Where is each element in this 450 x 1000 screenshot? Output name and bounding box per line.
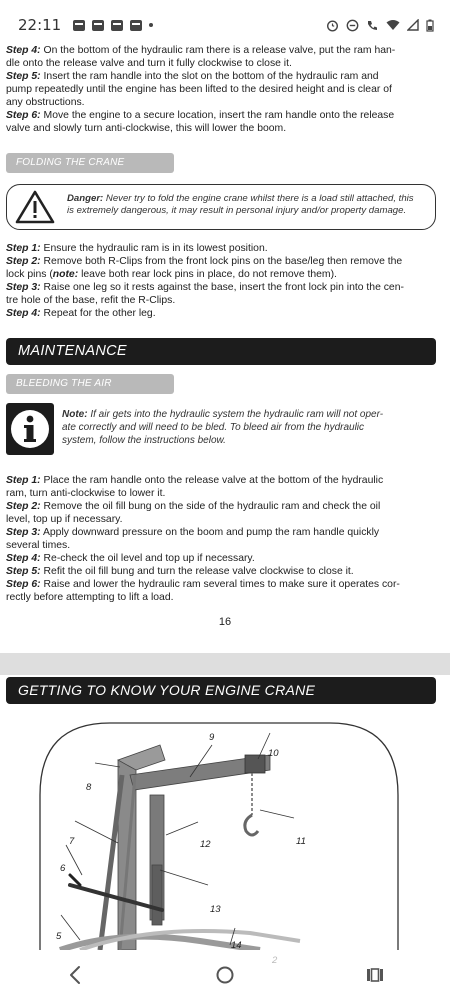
step-paragraph: Step 3: Apply downward pressure on the boom and pump the ram handle quickly several times. <box>6 527 380 551</box>
notification-icon <box>92 20 104 31</box>
warning-triangle-icon <box>15 190 55 224</box>
step-paragraph: Step 1: Place the ram handle onto the release valve at the bottom of the hydraulic ram, turn anti-clockwise to lower it. <box>6 475 384 499</box>
recents-button[interactable] <box>355 955 395 995</box>
diagram-callouts <box>0 675 450 966</box>
callout-number: 11 <box>296 836 306 847</box>
back-button[interactable] <box>55 955 95 995</box>
battery-icon <box>426 19 434 32</box>
navigation-bar <box>0 950 450 1000</box>
step-paragraph: Step 5: Insert the ram handle into the slot on the bottom of the hydraulic ram and pump repeatedly until the engine has been lifted to the desired height and is clear of any obstructions. <box>6 71 392 108</box>
manual-page-17 <box>0 675 450 966</box>
callout-number: 7 <box>69 836 75 847</box>
step-paragraph: Step 4: Repeat for the other leg. <box>6 308 156 319</box>
notification-icons <box>73 20 153 31</box>
callout-number: 12 <box>200 839 211 850</box>
note-text: Note: If air gets into the hydraulic system the hydraulic ram will not oper- ate correctly and will need to be bled. To bleed air from the hydraulic system, follow the instructions below. <box>62 409 384 446</box>
callout-number: 2 <box>272 955 278 966</box>
step-paragraph: Step 2: Remove both R-Clips from the front lock pins on the base/leg then remove the lock pins (note: leave both rear lock pins in place, do not remove them). <box>6 256 403 280</box>
system-icons <box>326 19 434 32</box>
callout-number: 13 <box>210 904 221 915</box>
step-paragraph: Step 1: Ensure the hydraulic ram is in its lowest position. <box>6 243 268 254</box>
info-icon <box>9 408 51 450</box>
page-number: 16 <box>218 616 232 628</box>
signal-icon <box>407 19 419 31</box>
step-paragraph: Step 6: Raise and lower the hydraulic ram several times to make sure it operates cor- rectly before attempting to lift a load. <box>6 579 400 603</box>
folding-heading: FOLDING THE CRANE <box>6 153 174 173</box>
callout-number: 14 <box>231 940 242 951</box>
maintenance-heading: MAINTENANCE <box>6 338 436 365</box>
step-paragraph: Step 3: Raise one leg so it rests against the base, insert the front lock pin into the cen- tre hole of the base, refit the R-Clips. <box>6 282 404 306</box>
engine-crane-heading: GETTING TO KNOW YOUR ENGINE CRANE <box>6 677 436 704</box>
lifting-steps <box>0 44 450 135</box>
wifi-icon <box>386 19 400 31</box>
step-paragraph: Step 6: Move the engine to a secure location, insert the ram handle onto the release valve and slowly turn anti-clockwise, this will lower the boom. <box>6 110 395 134</box>
step-paragraph: Step 5: Refit the oil fill bung and turn the release valve clockwise to close it. <box>6 566 354 577</box>
danger-callout <box>6 184 436 230</box>
step-paragraph: Step 4: On the bottom of the hydraulic ram there is a release valve, put the ram han- dle onto the release valve and turn it fully clockwise to close it. <box>6 45 396 69</box>
step-paragraph: Step 4: Re-check the oil level and top up if necessary. <box>6 553 255 564</box>
home-icon <box>215 965 235 985</box>
notification-icon <box>130 20 142 31</box>
callout-number: 8 <box>86 782 92 793</box>
callout-number: 10 <box>268 748 279 759</box>
info-block <box>6 403 54 455</box>
danger-text: Danger: Never try to fold the engine crane whilst there is a load still attached, this is extremely dangerous, it may result in personal injury and/or property damage. <box>67 193 414 216</box>
status-time: 22:11 <box>18 16 62 34</box>
call-icon <box>366 19 379 32</box>
callout-number: 6 <box>60 863 66 874</box>
step-paragraph: Step 2: Remove the oil fill bung on the side of the hydraulic ram and check the oil level, top up if necessary. <box>6 501 381 525</box>
callout-number: 5 <box>56 931 62 942</box>
bleeding-heading: BLEEDING THE AIR <box>6 374 174 394</box>
status-bar <box>0 0 450 50</box>
do-not-disturb-icon <box>346 19 359 32</box>
bleeding-steps <box>0 474 450 604</box>
folding-steps <box>0 242 450 320</box>
notification-icon <box>111 20 123 31</box>
notification-icon <box>73 20 85 31</box>
alarm-icon <box>326 19 339 32</box>
dot-icon <box>149 23 153 27</box>
back-icon <box>68 965 82 985</box>
recents-icon <box>365 966 385 984</box>
page-separator <box>0 653 450 675</box>
callout-number: 9 <box>209 732 215 743</box>
home-button[interactable] <box>205 955 245 995</box>
